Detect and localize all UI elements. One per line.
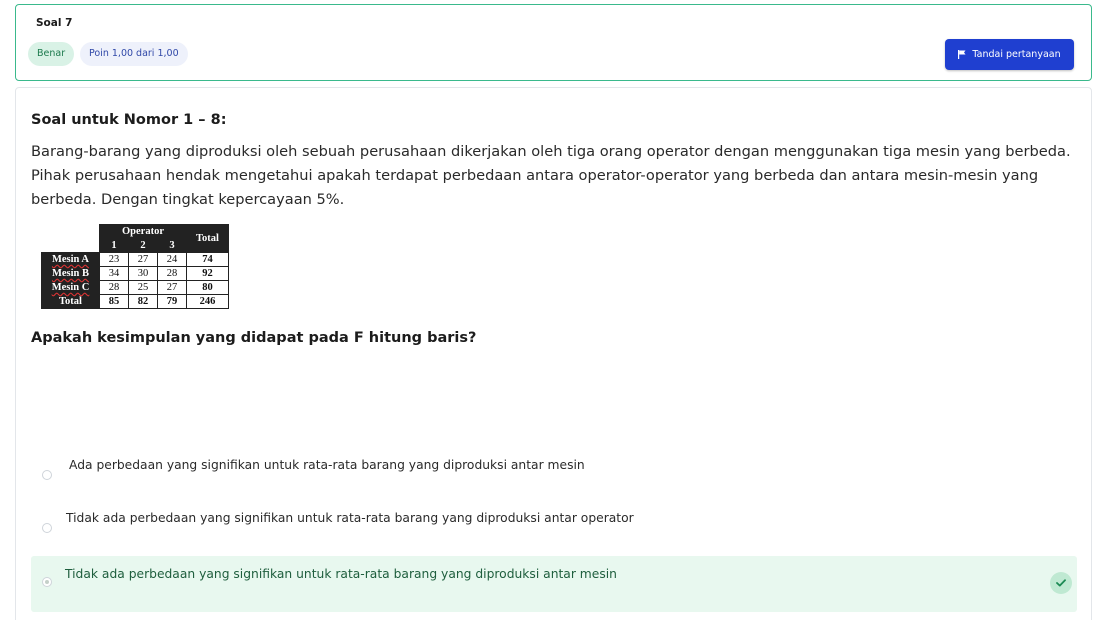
table-total-header: Total [187,225,229,253]
flag-question-button[interactable] [945,39,1074,70]
flag-icon [958,50,966,59]
table-cell: 27 [158,281,187,295]
table-cell: 23 [100,253,129,267]
answer-option-label: Ada perbedaan yang signifikan untuk rata-rata barang yang diproduksi antar mesin [69,458,585,472]
check-mark-icon [1056,579,1066,587]
table-row [42,267,229,281]
row-label: Mesin A [42,253,100,267]
answer-option[interactable] [31,440,1077,496]
table-col-header: 2 [129,239,158,253]
answer-option-label: Tidak ada perbedaan yang signifikan untuk rata-rata barang yang diproduksi antar mesin [65,567,617,581]
answer-radio-checked[interactable] [42,577,52,587]
status-badge: Benar [28,42,74,66]
table-row [42,281,229,295]
table-cell: 34 [100,267,129,281]
table-total-row [42,295,229,309]
question-prompt: Apakah kesimpulan yang didapat pada F hitung baris? [31,330,477,346]
table-row-total: 74 [187,253,229,267]
table-cell: 82 [129,295,158,309]
data-table [41,224,229,309]
question-card [15,87,1092,620]
answer-option[interactable] [31,493,1077,549]
flag-question-label: Tandai pertanyaan [972,49,1061,60]
table-cell: 85 [100,295,129,309]
table-row [42,253,229,267]
row-label: Mesin C [42,281,100,295]
table-group-header: Operator [100,225,187,239]
row-label: Mesin B [42,267,100,281]
answer-radio[interactable] [42,523,52,533]
table-row-total: 92 [187,267,229,281]
question-stem: Barang-barang yang diproduksi oleh sebuah perusahaan dikerjakan oleh tiga orang operator dengan menggunakan tiga mesin yang berbeda. Pihak perusahaan hendak mengetahui apakah terdapat perbedaan antara operator-operator yang berbeda dan antara mesin-mesin yang berbeda. Dengan tingkat kepercayaan 5%. [31,143,1071,208]
question-number: Soal 7 [36,17,73,29]
row-label: Total [42,295,100,309]
table-cell: 28 [158,267,187,281]
check-circle-icon [1050,572,1072,594]
table-col-header: 1 [100,239,129,253]
table-cell: 30 [129,267,158,281]
answer-radio[interactable] [42,470,52,480]
table-cell: 79 [158,295,187,309]
table-col-header: 3 [158,239,187,253]
table-corner [42,225,100,253]
answer-option-label: Tidak ada perbedaan yang signifikan untuk rata-rata barang yang diproduksi antar operator [66,511,634,525]
table-row-total: 80 [187,281,229,295]
table-cell: 24 [158,253,187,267]
table-cell: 28 [100,281,129,295]
section-heading: Soal untuk Nomor 1 – 8: [31,112,227,128]
answer-option-selected[interactable] [31,556,1077,612]
table-cell: 25 [129,281,158,295]
question-info-panel [15,4,1092,81]
table-cell: 27 [129,253,158,267]
points-badge: Poin 1,00 dari 1,00 [80,42,188,66]
table-grand-total: 246 [187,295,229,309]
